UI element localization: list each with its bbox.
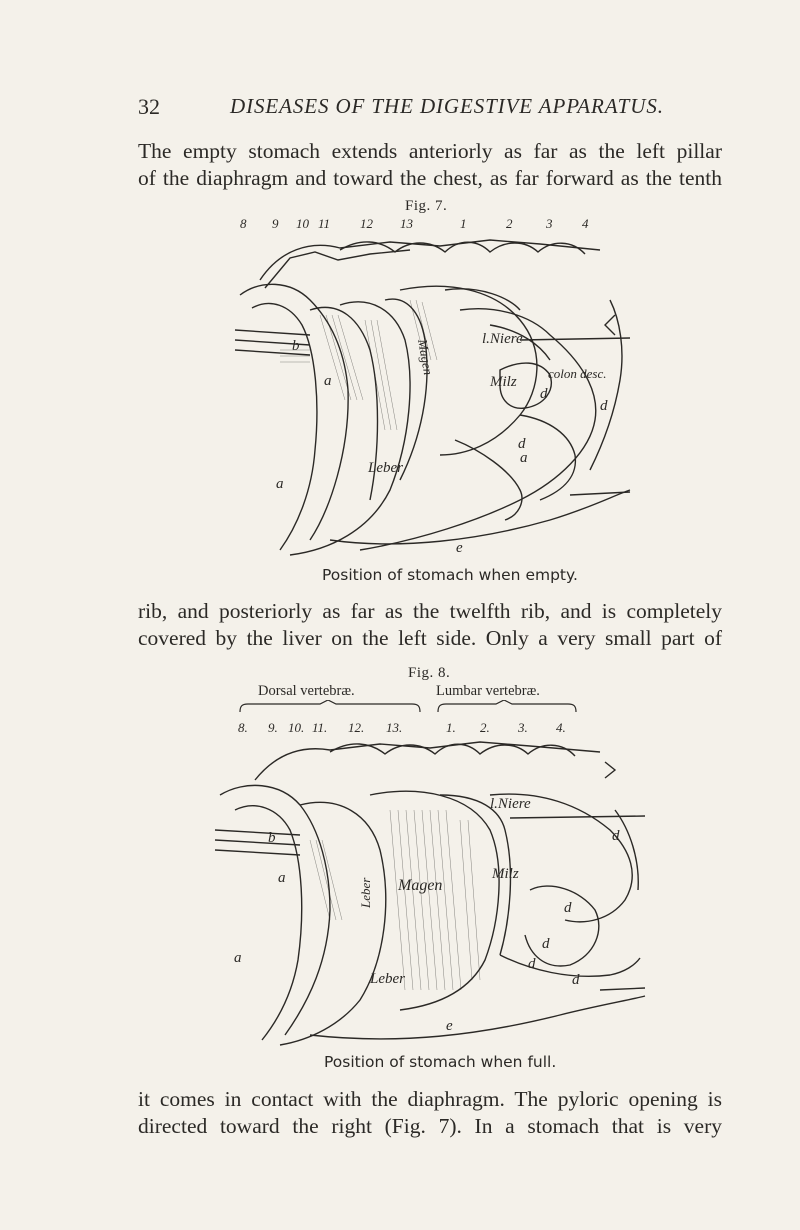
hatching xyxy=(310,810,480,990)
paragraph-3 xyxy=(138,1086,722,1140)
label-a-upper: a xyxy=(278,870,286,886)
label-b: b xyxy=(292,338,300,354)
label-niere: l.Niere xyxy=(490,796,531,812)
vertebra-number: 13 xyxy=(400,216,413,231)
label-niere: l.Niere xyxy=(482,331,523,347)
label-d-right: d xyxy=(600,398,608,414)
vertebra-number: 10 xyxy=(296,216,309,231)
figure-8-caption: Position of stomach when full. xyxy=(324,1053,557,1071)
label-magen: Magen xyxy=(398,877,443,894)
vertebra-number: 2 xyxy=(506,216,513,231)
lumbar-vertebrae-label: Lumbar vertebræ. xyxy=(436,683,540,699)
text-line: The empty stomach extends anteriorly as far as the left pillar xyxy=(138,139,722,163)
page-header xyxy=(138,94,718,124)
figure-7-diagram xyxy=(220,210,640,565)
label-milz: Milz xyxy=(490,374,517,390)
vertebra-number: 3. xyxy=(518,720,528,735)
figure-7-label: Fig. 7. xyxy=(405,198,448,214)
vertebra-number: 8 xyxy=(240,216,247,231)
label-d-inner: d xyxy=(540,386,548,402)
paragraph-1 xyxy=(138,138,722,192)
text-line: directed toward the right (Fig. 7). In a stomach that is very xyxy=(138,1114,722,1138)
label-d-top: d xyxy=(612,828,620,844)
label-d-inner: d xyxy=(542,936,550,952)
label-b: b xyxy=(268,830,276,846)
label-leber: Leber xyxy=(368,460,403,476)
vertebra-number: 1 xyxy=(460,216,467,231)
text-line: it comes in contact with the diaphragm. The pyloric opening is xyxy=(138,1087,722,1111)
vertebra-number: 10. xyxy=(288,720,305,735)
vertebra-number: 1. xyxy=(446,720,456,735)
vertebra-number: 12. xyxy=(348,720,365,735)
label-a-lower: a xyxy=(276,476,284,492)
vertebra-number: 11 xyxy=(318,216,331,231)
vertebra-number: 4 xyxy=(582,216,589,231)
vertebra-number: 3 xyxy=(546,216,553,231)
text-line: covered by the liver on the left side. Only a very small part of xyxy=(138,626,722,650)
label-colon: colon desc. xyxy=(548,366,607,381)
label-a-right: a xyxy=(520,450,528,466)
figure-8-diagram xyxy=(200,700,650,1050)
paragraph-2 xyxy=(138,598,722,652)
vertebra-number: 12 xyxy=(360,216,373,231)
vertebrae-braces xyxy=(240,700,576,712)
label-d-lower: d xyxy=(518,436,526,452)
label-a-upper: a xyxy=(324,373,332,389)
label-a-lower: a xyxy=(234,950,242,966)
vertebra-number: 4. xyxy=(556,720,566,735)
text-line: of the diaphragm and toward the chest, as far forward as the tenth xyxy=(138,166,722,190)
label-d-inner-2: d xyxy=(528,956,536,972)
label-d-right: d xyxy=(564,900,572,916)
label-milz: Milz xyxy=(492,866,519,882)
anatomy-drawing xyxy=(235,240,630,555)
page-number: 32 xyxy=(138,94,160,119)
label-d-lower: d xyxy=(572,972,580,988)
figure-8-label: Fig. 8. xyxy=(408,665,451,681)
label-e: e xyxy=(456,540,463,556)
running-title: DISEASES OF THE DIGESTIVE APPARATUS. xyxy=(230,94,664,118)
vertebra-number: 13. xyxy=(386,720,403,735)
label-leber-vertical: Leber xyxy=(358,877,373,908)
hatching xyxy=(280,300,437,430)
label-magen: Magen xyxy=(415,337,437,377)
vertebra-number: 8. xyxy=(238,720,248,735)
text-line: rib, and posteriorly as far as the twelfth rib, and is completely xyxy=(138,599,722,623)
figure-7-caption: Position of stomach when empty. xyxy=(322,566,578,584)
label-e: e xyxy=(446,1018,453,1034)
vertebra-number: 2. xyxy=(480,720,490,735)
label-leber-lower: Leber xyxy=(370,971,405,987)
vertebra-number: 9. xyxy=(268,720,278,735)
dorsal-vertebrae-label: Dorsal vertebræ. xyxy=(258,683,355,699)
vertebra-number: 11. xyxy=(312,720,328,735)
vertebra-number: 9 xyxy=(272,216,279,231)
